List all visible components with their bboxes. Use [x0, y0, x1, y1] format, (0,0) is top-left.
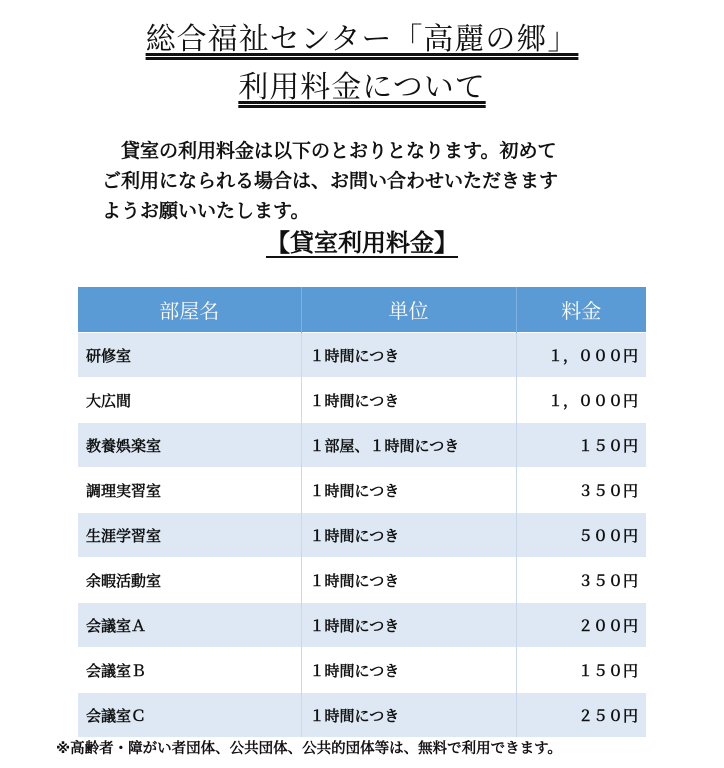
table-header-row — [78, 287, 646, 333]
fee-cell: ３５０円 — [516, 558, 646, 603]
fee-cell: １５０円 — [516, 648, 646, 693]
table-row — [78, 333, 646, 378]
page-title: 総合福祉センター「高麗の郷」 — [145, 22, 579, 57]
table-row — [78, 648, 646, 693]
fee-cell: ２５０円 — [516, 693, 646, 738]
unit-cell: １時間につき — [301, 378, 516, 423]
table-row — [78, 603, 646, 648]
unit-cell: １部屋、１時間につき — [301, 423, 516, 468]
unit-cell: １時間につき — [301, 693, 516, 738]
table-row — [78, 378, 646, 423]
room-name-cell: 生涯学習室 — [78, 513, 301, 558]
footnote: ※高齢者・障がい者団体、公共団体、公共的団体等は、無料で利用できます。 — [56, 741, 562, 757]
table-row — [78, 513, 646, 558]
fee-cell: １，０００円 — [516, 333, 646, 378]
fee-cell: １５０円 — [516, 423, 646, 468]
table-row — [78, 468, 646, 513]
unit-cell: １時間につき — [301, 558, 516, 603]
room-name-cell: 余暇活動室 — [78, 558, 301, 603]
unit-cell: １時間につき — [301, 468, 516, 513]
table-row — [78, 558, 646, 603]
room-name-cell: 会議室Ｂ — [78, 648, 301, 693]
fee-cell: ５００円 — [516, 513, 646, 558]
intro-line: 貸室の利用料金は以下のとおりとなります。初めて — [102, 140, 557, 162]
room-name-cell: 調理実習室 — [78, 468, 301, 513]
intro-line: ご利用になられる場合は、お問い合わせいただきます — [102, 170, 559, 192]
room-name-cell: 会議室Ｃ — [78, 693, 301, 738]
unit-cell: １時間につき — [301, 513, 516, 558]
intro-paragraph — [102, 136, 642, 226]
fee-cell: １，０００円 — [516, 378, 646, 423]
column-header-room: 部屋名 — [78, 287, 301, 333]
column-header-fee: 料金 — [516, 287, 646, 333]
column-header-unit: 単位 — [301, 287, 516, 333]
fee-table — [78, 287, 646, 737]
table-row — [78, 693, 646, 738]
fee-cell: ２００円 — [516, 603, 646, 648]
room-name-cell: 大広間 — [78, 378, 301, 423]
page-subtitle: 利用料金について — [238, 70, 486, 105]
room-name-cell: 研修室 — [78, 333, 301, 378]
fee-cell: ３５０円 — [516, 468, 646, 513]
table-row — [78, 423, 646, 468]
unit-cell: １時間につき — [301, 333, 516, 378]
room-name-cell: 会議室Ａ — [78, 603, 301, 648]
section-title: 【貸室利用料金】 — [266, 229, 458, 257]
unit-cell: １時間につき — [301, 603, 516, 648]
unit-cell: １時間につき — [301, 648, 516, 693]
room-name-cell: 教養娯楽室 — [78, 423, 301, 468]
intro-line: ようお願いいたします。 — [102, 200, 310, 222]
